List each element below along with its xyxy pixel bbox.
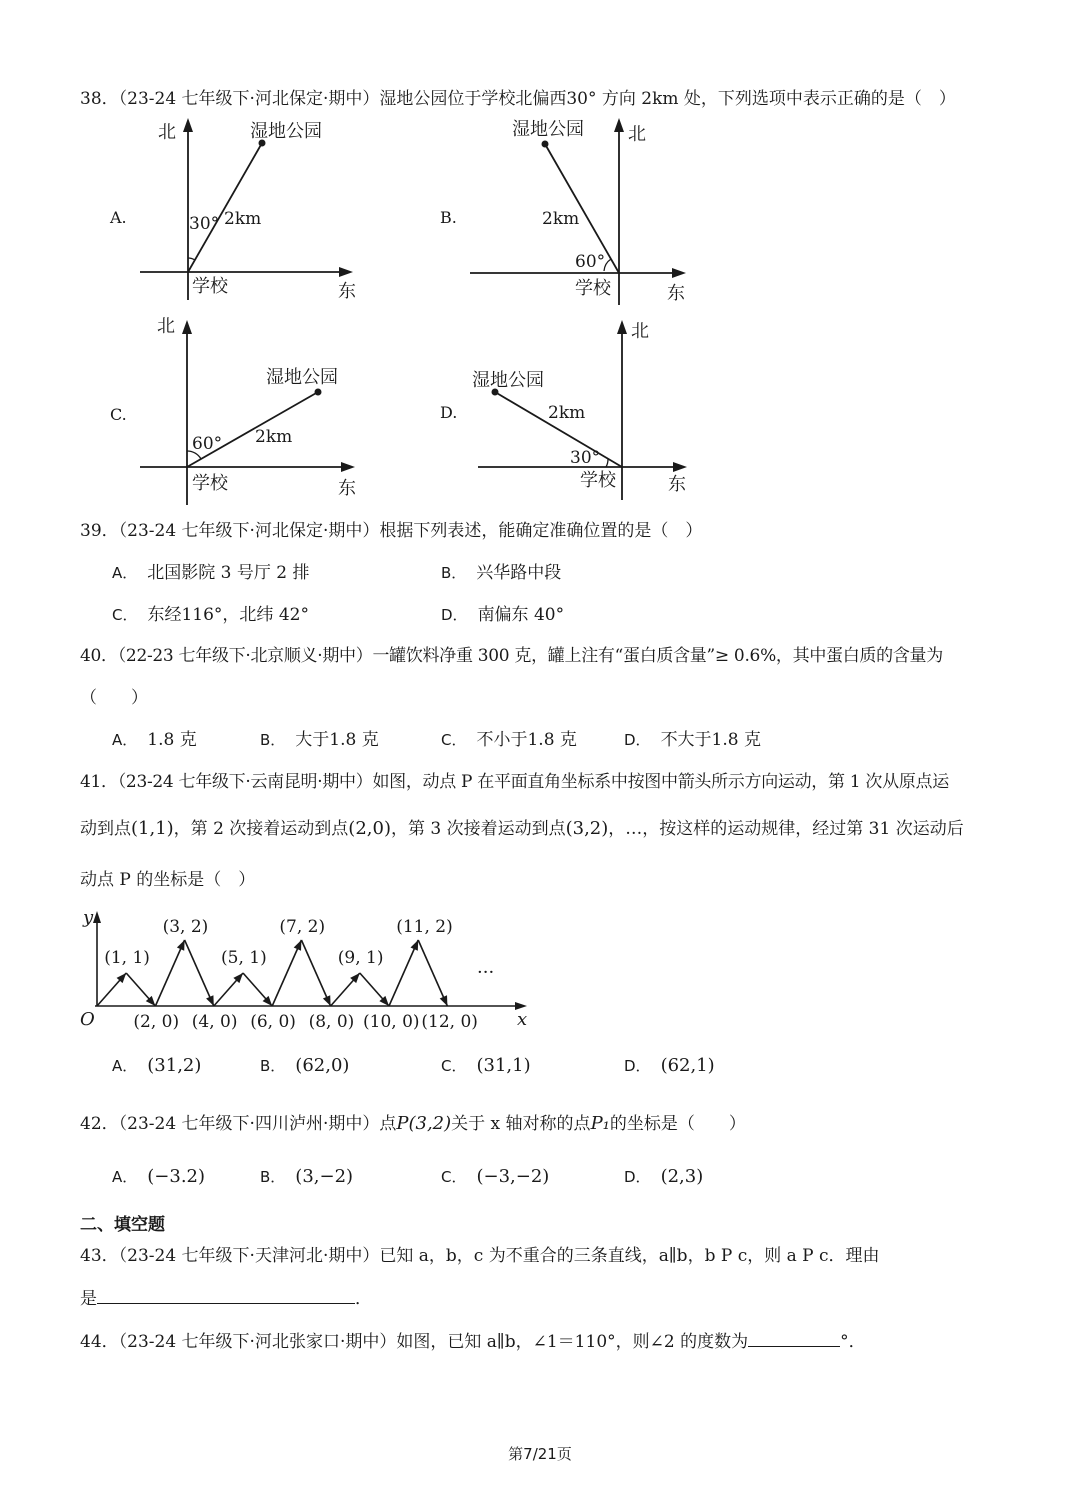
- option-text: (31,2): [147, 1055, 202, 1076]
- option-letter: C．: [441, 1168, 467, 1186]
- q40-stem-line2: （ ）: [80, 688, 148, 708]
- option-letter: C．: [112, 606, 138, 624]
- angle-label: 30°: [189, 214, 220, 234]
- ellipsis: ···: [477, 962, 495, 983]
- q44-stem: [80, 1330, 866, 1353]
- q41-text-b: ，第 2 次接着运动到点: [173, 819, 349, 839]
- q41-stem-line2: [80, 818, 964, 840]
- option-letter: B．: [260, 731, 286, 749]
- point-label: (11, 2): [396, 917, 453, 937]
- option-letter: D．: [441, 606, 468, 624]
- point-label: (5, 1): [221, 948, 267, 968]
- point-label: (3, 2): [162, 917, 209, 937]
- y-axis-label: y: [83, 907, 94, 928]
- q40-option-b[interactable]: [260, 729, 379, 751]
- q38-figure-d: [430, 310, 730, 510]
- option-text: (−3,−2): [476, 1166, 550, 1187]
- option-text: (3,−2): [295, 1166, 354, 1187]
- q41-option-b[interactable]: [260, 1055, 349, 1077]
- option-text: (62,1): [660, 1055, 715, 1076]
- option-text: 不小于1.8 克: [476, 730, 577, 750]
- q41-text-d: ，…，按这样的运动规律，经过第 31 次运动后: [608, 819, 964, 839]
- park-label: 湿地公园: [266, 367, 338, 388]
- q43-answer-line: [80, 1287, 372, 1310]
- point-label: (12, 0): [421, 1012, 478, 1032]
- q42-option-d[interactable]: [624, 1166, 703, 1188]
- q39-option-b[interactable]: [441, 562, 561, 584]
- q40-option-c[interactable]: [441, 729, 577, 751]
- q39-stem: 39．（23-24 七年级下·河北保定·期中）根据下列表述，能确定准确位置的是（ ）: [80, 521, 703, 541]
- q40-option-d[interactable]: [624, 729, 761, 751]
- north-label: 北: [157, 316, 175, 337]
- q42-option-c[interactable]: [441, 1166, 549, 1188]
- q44-suffix: °．: [840, 1332, 866, 1352]
- origin-label: O: [80, 1009, 95, 1030]
- q41-point-3: (3,2): [565, 818, 609, 839]
- path-segment: [155, 940, 184, 1006]
- east-arrow: [339, 267, 353, 277]
- school-label: 学校: [580, 470, 616, 491]
- east-label: 东: [668, 474, 686, 495]
- option-letter: A．: [112, 1057, 138, 1075]
- q43-stem: 43．（23-24 七年级下·天津河北·期中）已知 a，b，c 为不重合的三条直线，a∥b，b P c，则 a P c．理由: [80, 1246, 880, 1266]
- q38-figure-a: [100, 110, 400, 310]
- q42-option-b[interactable]: [260, 1166, 353, 1188]
- point-label: (9, 1): [337, 948, 384, 968]
- north-arrow: [183, 118, 193, 132]
- distance-label: 2km: [224, 209, 262, 229]
- north-label: 北: [628, 124, 646, 145]
- q42-option-a[interactable]: [112, 1166, 205, 1188]
- point-label: (6, 0): [250, 1012, 296, 1032]
- option-text: 大于1.8 克: [295, 730, 379, 750]
- q41-option-c[interactable]: [441, 1055, 531, 1077]
- angle-arc: [188, 258, 195, 260]
- q38-figure-c: [100, 310, 400, 510]
- q39-option-d[interactable]: [441, 604, 564, 626]
- path-arrowhead: [410, 940, 418, 951]
- q42-point: P(3,2): [396, 1113, 452, 1134]
- q41-text-c: ，第 3 次接着运动到点: [390, 819, 566, 839]
- q42-text-a: 42．（23-24 七年级下·四川泸州·期中）点: [80, 1114, 397, 1134]
- fig-d-letter: D.: [440, 403, 458, 422]
- east-label: 东: [338, 281, 356, 302]
- q41-text-a: 动到点: [80, 819, 131, 839]
- option-text: (62,0): [295, 1055, 350, 1076]
- q42-text-c: 的坐标是（ ）: [609, 1114, 746, 1134]
- q39-option-c[interactable]: [112, 604, 309, 626]
- path-segment: [418, 940, 447, 1006]
- q44-text: 44．（23-24 七年级下·河北张家口·期中）如图，已知 a∥b，∠1＝110°，则∠2 的度数为: [80, 1332, 749, 1352]
- point-label: (7, 2): [279, 917, 326, 937]
- q39-option-a[interactable]: [112, 562, 310, 584]
- school-label: 学校: [192, 473, 228, 494]
- distance-label: 2km: [255, 427, 293, 447]
- angle-label: 30°: [570, 448, 601, 468]
- north-arrow: [182, 320, 192, 334]
- option-text: 1.8 克: [147, 730, 197, 750]
- page-number: 第7/21页: [508, 1445, 572, 1463]
- option-letter: B．: [441, 564, 467, 582]
- park-label: 湿地公园: [472, 370, 544, 391]
- option-text: (−3.2): [147, 1166, 206, 1187]
- path-segment: [389, 940, 418, 1006]
- option-text: (2,3): [660, 1166, 704, 1187]
- option-text: 不大于1.8 克: [660, 730, 762, 750]
- q38-figure-b: [430, 110, 730, 310]
- direction-ray: [188, 143, 262, 272]
- east-arrow: [673, 462, 687, 472]
- distance-label: 2km: [542, 209, 580, 229]
- option-letter: B．: [260, 1057, 286, 1075]
- angle-label: 60°: [192, 434, 223, 454]
- point-label: (1, 1): [104, 948, 150, 968]
- q44-answer-blank[interactable]: [748, 1330, 840, 1347]
- option-letter: D．: [624, 1168, 651, 1186]
- q43-suffix: ．: [355, 1289, 372, 1309]
- q41-option-d[interactable]: [624, 1055, 715, 1077]
- q41-figure: [75, 905, 535, 1040]
- path-segment: [272, 940, 301, 1006]
- q43-answer-blank[interactable]: [97, 1287, 355, 1304]
- point-label: (2, 0): [133, 1012, 180, 1032]
- path-segment: [301, 940, 330, 1006]
- q41-point-2: (2,0): [348, 818, 391, 839]
- fig-b-letter: B.: [440, 208, 457, 227]
- point-label: (10, 0): [363, 1012, 420, 1032]
- north-label: 北: [631, 321, 649, 342]
- fig-a-letter: A.: [110, 208, 127, 227]
- path-arrowhead: [440, 995, 448, 1006]
- q41-stem-line3: 动点 P 的坐标是（ ）: [80, 870, 256, 890]
- path-arrowhead: [323, 995, 331, 1006]
- east-label: 东: [667, 283, 685, 304]
- park-label: 湿地公园: [250, 121, 322, 142]
- point-label: (4, 0): [191, 1012, 238, 1032]
- q38-stem: 38．（23-24 七年级下·河北保定·期中）湿地公园位于学校北偏西30° 方向 2km 处，下列选项中表示正确的是（ ）: [80, 89, 956, 109]
- q42-stem: [80, 1113, 746, 1135]
- park-label: 湿地公园: [512, 119, 584, 140]
- option-letter: D．: [624, 1057, 651, 1075]
- fig-c-letter: C.: [110, 405, 127, 424]
- option-letter: A．: [112, 1168, 138, 1186]
- angle-arc: [606, 459, 608, 467]
- y-axis-arrow: [93, 911, 101, 923]
- distance-label: 2km: [548, 403, 586, 423]
- angle-label: 60°: [575, 252, 606, 272]
- q42-text-b: 关于 x 轴对称的点: [451, 1114, 591, 1134]
- school-label: 学校: [192, 276, 228, 297]
- option-text: 东经116°，北纬 42°: [147, 605, 309, 625]
- option-text: 北国影院 3 号厅 2 排: [147, 563, 310, 583]
- q40-stem-line1: 40．（22-23 七年级下·北京顺义·期中）一罐饮料净重 300 克，罐上注有“蛋白质含量”≥ 0.6%，其中蛋白质的含量为: [80, 646, 943, 666]
- option-letter: D．: [624, 731, 651, 749]
- point-labels: [104, 917, 478, 1032]
- east-label: 东: [338, 478, 356, 499]
- q41-option-a[interactable]: [112, 1055, 201, 1077]
- park-point: [542, 141, 549, 148]
- option-text: 南偏东 40°: [477, 605, 565, 625]
- q41-stem-line1: 41．（23-24 七年级下·云南昆明·期中）如图，动点 P 在平面直角坐标系中按图中箭头所示方向运动，第 1 次从原点运: [80, 772, 949, 792]
- q42-p1: P₁: [590, 1113, 610, 1134]
- north-arrow: [614, 118, 624, 132]
- path-arrowhead: [177, 940, 185, 951]
- x-axis-label: x: [517, 1009, 528, 1030]
- q41-point-1: (1,1): [131, 818, 174, 839]
- option-letter: C．: [441, 731, 467, 749]
- option-letter: C．: [441, 1057, 467, 1075]
- option-letter: A．: [112, 731, 138, 749]
- school-label: 学校: [575, 278, 611, 299]
- q40-option-a[interactable]: [112, 729, 197, 751]
- option-text: (31,1): [476, 1055, 531, 1076]
- path-arrowhead: [206, 995, 214, 1006]
- q43-prefix: 是: [80, 1289, 97, 1309]
- direction-ray: [187, 392, 318, 467]
- option-letter: A．: [112, 564, 138, 582]
- east-arrow: [341, 462, 355, 472]
- option-letter: B．: [260, 1168, 286, 1186]
- section-heading-fill-blank: 二、填空题: [80, 1215, 165, 1235]
- option-text: 兴华路中段: [476, 563, 562, 583]
- park-point: [315, 389, 322, 396]
- path-arrowhead: [294, 940, 302, 951]
- east-arrow: [672, 268, 686, 278]
- path-segment: [185, 940, 214, 1006]
- north-label: 北: [158, 122, 176, 143]
- point-label: (8, 0): [308, 1012, 355, 1032]
- north-arrow: [617, 320, 627, 334]
